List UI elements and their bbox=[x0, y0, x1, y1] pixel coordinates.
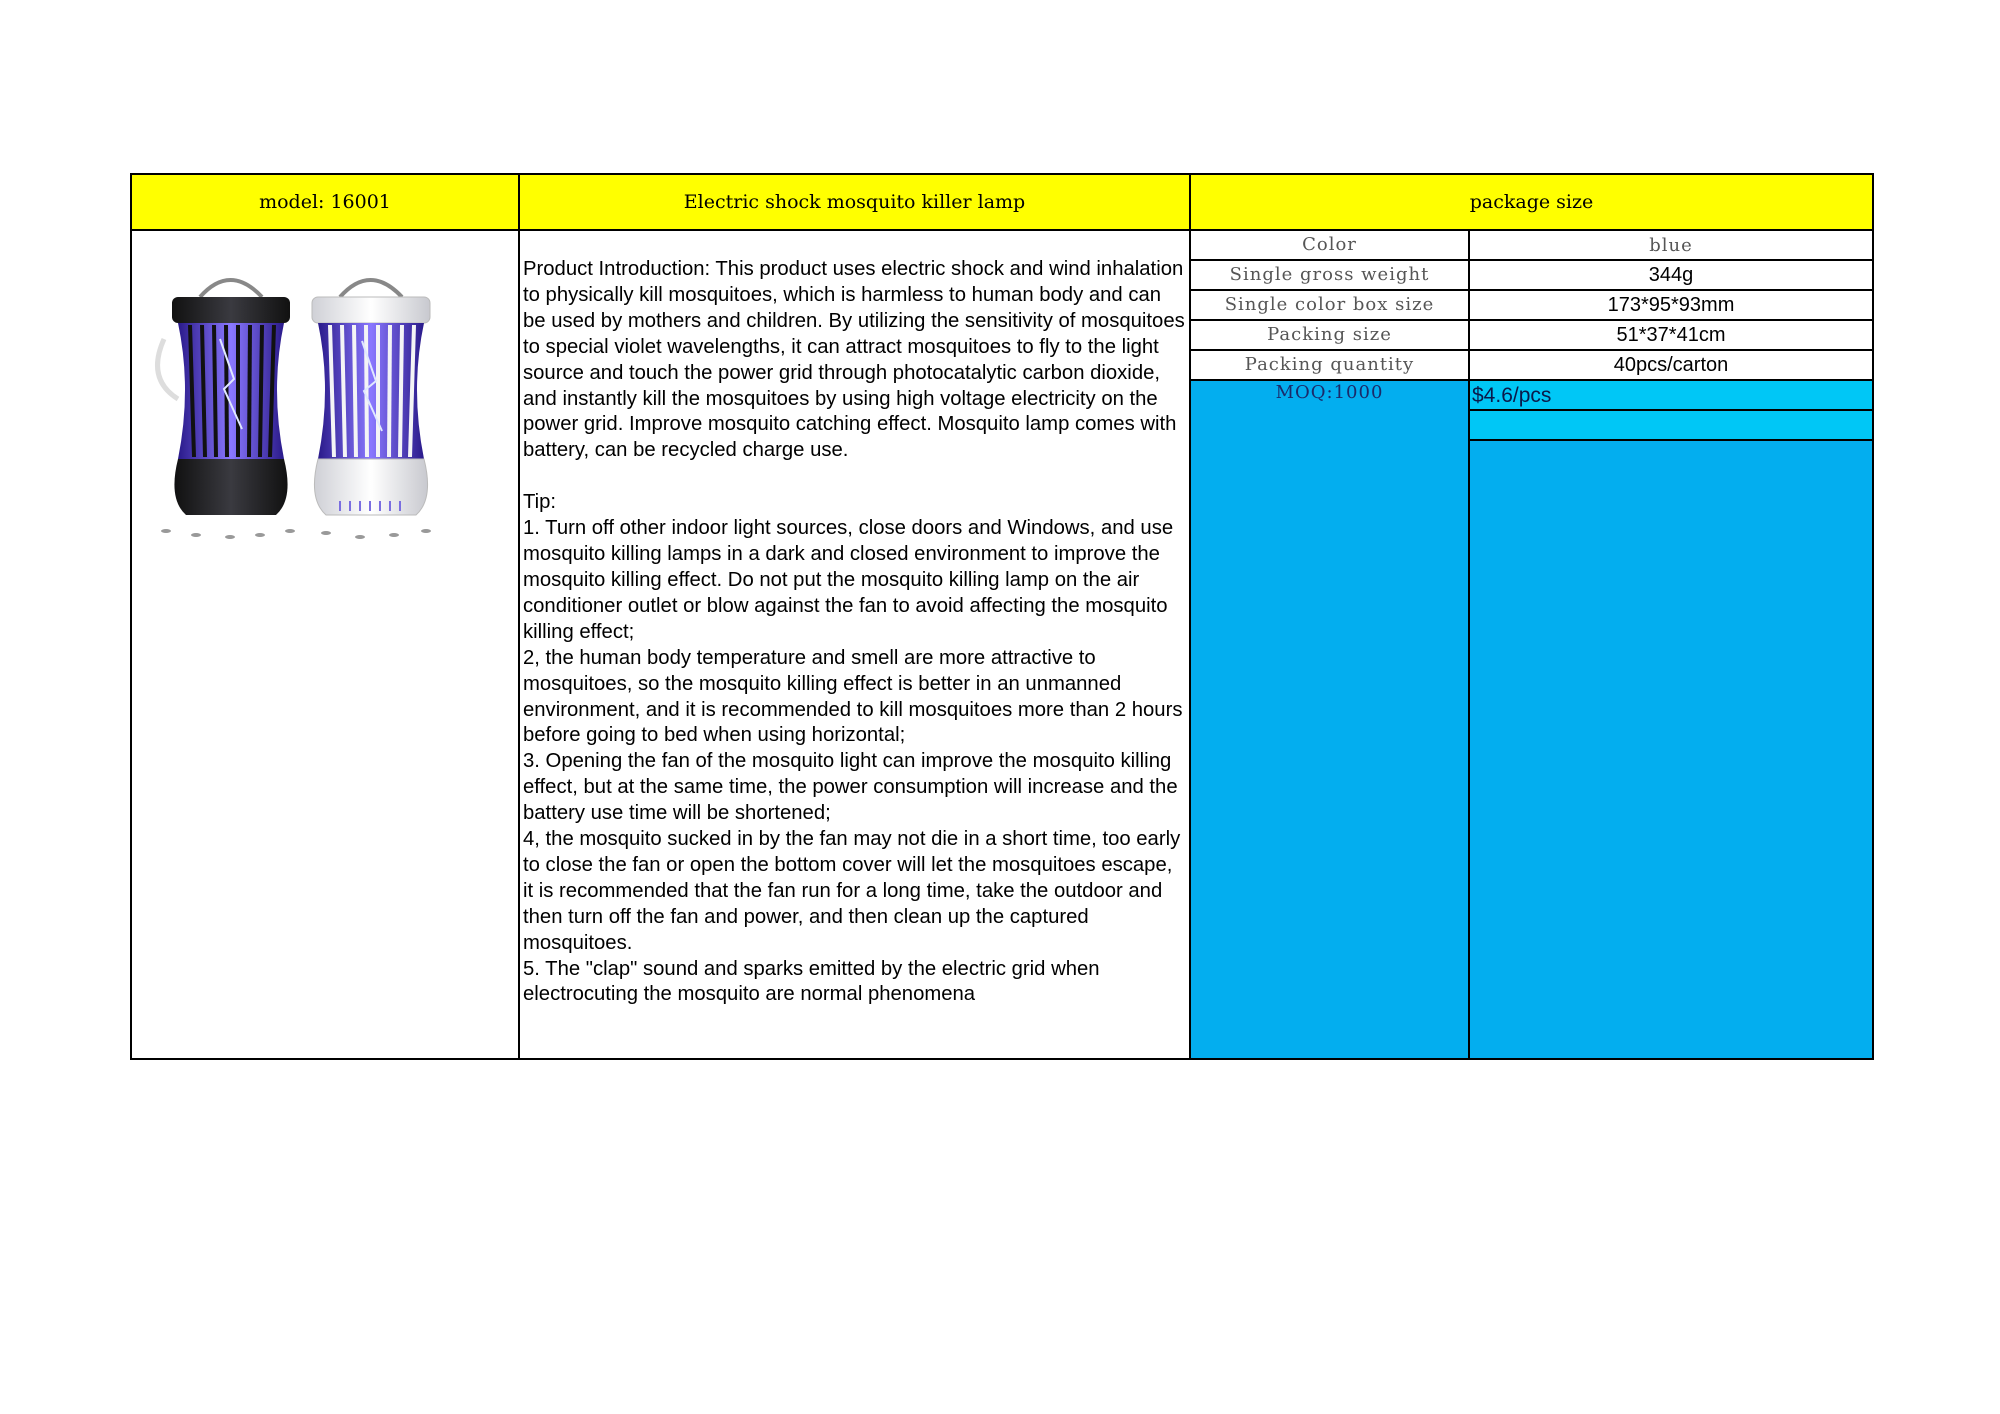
tip-item: 4, the mosquito sucked in by the fan may not die in a short time, too early to close the fan or open the bottom cover will let the mosquitoes escape, it is recommended that the fan run for a long time, take the outdoor and then turn off the fan and power, and then clean up the captured mosquitoes. bbox=[523, 828, 1186, 954]
spec-label: Single gross weight bbox=[1189, 259, 1470, 291]
spec-value: 40pcs/carton bbox=[1468, 349, 1874, 381]
moq-label: MOQ:1000 bbox=[1275, 382, 1384, 403]
spec-label: Packing quantity bbox=[1189, 349, 1470, 381]
spec-value: 173*95*93mm bbox=[1468, 289, 1874, 321]
model-label: model: 16001 bbox=[259, 191, 391, 213]
description-cell bbox=[518, 229, 1191, 1060]
spec-value: blue bbox=[1468, 229, 1874, 261]
spec-value: 344g bbox=[1468, 259, 1874, 291]
price-value: $4.6/pcs bbox=[1472, 384, 1552, 407]
image-cell bbox=[130, 229, 520, 1060]
mosquito-lamp-image bbox=[150, 249, 470, 549]
spec-label: Color bbox=[1189, 229, 1470, 261]
product-spec-sheet bbox=[130, 173, 1874, 1060]
tip-item: 5. The "clap" sound and sparks emitted by the electric grid when electrocuting the mosquito are normal phenomena bbox=[523, 957, 1106, 1006]
tip-title: Tip: bbox=[523, 491, 557, 514]
tip-item: 3. Opening the fan of the mosquito light can improve the mosquito killing effect, but at the same time, the power consumption will increase and the battery use time will be shortened; bbox=[523, 750, 1184, 825]
product-introduction: Product Introduction: This product uses electric shock and wind inhalation to physically kill mosquitoes, which is harmless to human body and can be used by mothers and children. By utilizing the sensitivity of mosquitoes to special violet wavelengths, it can attract mosquitoes to fly to the light source and touch the power grid through photocatalytic carbon dioxide, and instantly kill the mosquitoes by using high voltage electricity on the power grid. Improve mosquito catching effect. Mosquito lamp comes with battery, can be recycled charge use. bbox=[523, 258, 1191, 462]
moq-cell bbox=[1189, 379, 1470, 1060]
spec-value: 51*37*41cm bbox=[1468, 319, 1874, 351]
price-cell bbox=[1468, 379, 1874, 411]
tip-item: 2, the human body temperature and smell are more attractive to mosquitoes, so the mosquito killing effect is better in an unmanned environment, and it is recommended to kill mosquitoes more than 2 hours before going to bed when using horizontal; bbox=[523, 646, 1189, 747]
tip-item: 1. Turn off other indoor light sources, close doors and Windows, and use mosquito killing lamps in a dark and closed environment to improve the mosquito killing effect. Do not put the mosquito killing lamp on the air conditioner outlet or blow against the fan to avoid affecting the mosquito killing effect; bbox=[523, 517, 1179, 643]
price-empty-area bbox=[1468, 439, 1874, 1060]
model-header bbox=[130, 173, 520, 231]
spec-label: Single color box size bbox=[1189, 289, 1470, 321]
package-size-label: package size bbox=[1469, 191, 1594, 213]
spec-label: Packing size bbox=[1189, 319, 1470, 351]
product-name: Electric shock mosquito killer lamp bbox=[683, 191, 1026, 213]
price-empty-row bbox=[1468, 409, 1874, 441]
package-size-header bbox=[1189, 173, 1874, 231]
product-name-header bbox=[518, 173, 1191, 231]
